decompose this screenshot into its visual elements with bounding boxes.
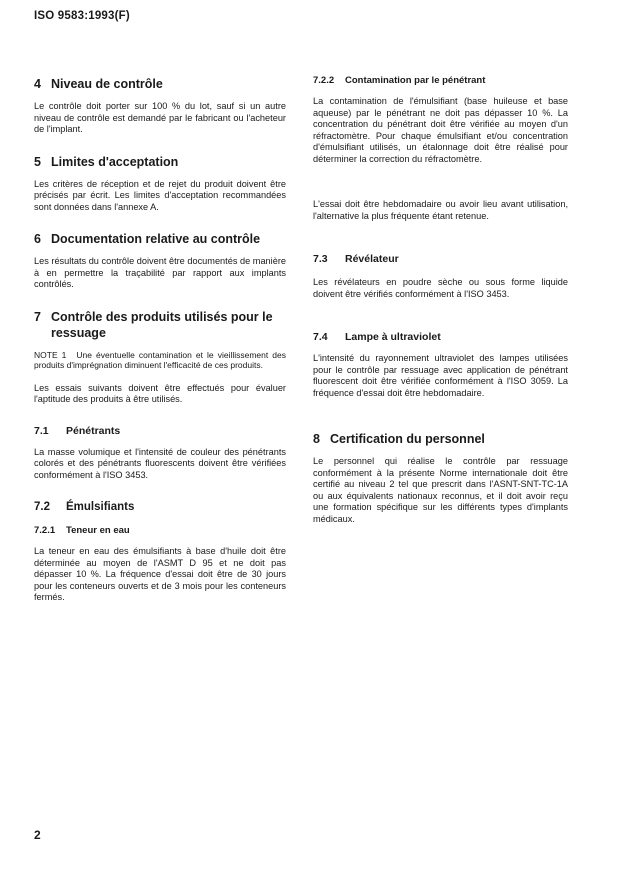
section-number: 7.2.2: [313, 75, 335, 86]
section-7-text: Les essais suivants doivent être effectués pour évaluer l'aptitude des produits à être utilisés.: [34, 382, 286, 405]
section-4-text: Le contrôle doit porter sur 100 % du lot, sauf si un autre niveau de contrôle est demandé par le fabricant ou l'acheteur de l'implant.: [34, 101, 286, 134]
section-title: Révélateur: [345, 253, 399, 265]
section-title: Pénétrants: [66, 424, 121, 437]
section-title: Émulsifiants: [66, 501, 135, 514]
section-number: 8: [313, 432, 320, 446]
section-number: 7.4: [313, 331, 328, 343]
section-7-2-1-heading: [34, 524, 286, 537]
section-number: 5: [34, 154, 41, 169]
section-title: Certification du personnel: [330, 432, 485, 446]
section-title: Lampe à ultraviolet: [345, 331, 441, 343]
section-6-text: Les résultats du contrôle doivent être documentés de manière à en permettre la traçabilité par rapport aux implants contrôlés.: [34, 256, 286, 289]
section-5-heading: [34, 154, 286, 170]
right-column: [313, 74, 568, 525]
note-label: NOTE 1: [34, 349, 67, 360]
section-7-1-heading: [34, 424, 286, 438]
section-5-text: Les critères de réception et de rejet du produit doivent être précisés par écrit. Les limites d'acceptation recommandées sont données dans l'annexe A.: [34, 178, 286, 212]
section-number: 7.1: [34, 424, 49, 437]
section-7-4-text: L'intensité du rayonnement ultraviolet des lampes utilisées pour le contrôle par ressuage avec application de pénétrant fluorescent doit être vérifiée conformément à l'ISO 3059. La fréquence d'essai doit être hebdomadaire.: [313, 353, 568, 398]
section-7-heading: [34, 309, 286, 341]
section-8-text: Le personnel qui réalise le contrôle par ressuage conformément à la présente Norme internationale doit être certifié au niveau 2 tel que prescrit dans l'ASNT-SNT-TC-1A ou aux équivalents nationaux reconnus, et il doit avoir reçu une formation spécifique sur les différents types d'implants médicaux.: [313, 456, 568, 524]
section-7-2-2-frequency-text: L'essai doit être hebdomadaire ou avoir lieu avant utilisation, l'alternative la plus fréquente étant retenue.: [313, 199, 568, 221]
note-1: [34, 350, 286, 371]
section-title: Teneur en eau: [66, 525, 130, 537]
section-6-heading: [34, 231, 286, 247]
section-number: 4: [34, 77, 41, 91]
section-7-3-heading: [313, 252, 568, 266]
section-title: Documentation relative au contrôle: [51, 232, 261, 246]
section-7-2-2-heading: [313, 74, 568, 87]
section-7-2-heading: [34, 499, 286, 515]
section-title: Limites d'acceptation: [51, 154, 179, 169]
section-number: 6: [34, 232, 41, 246]
section-number: 7: [34, 309, 41, 324]
section-title: Niveau de contrôle: [51, 77, 163, 91]
left-column: [34, 76, 286, 604]
section-7-1-text: La masse volumique et l'intensité de couleur des pénétrants colorés et des pénétrants fluorescents doivent être vérifiées conformément à l'ISO 3453.: [34, 446, 286, 480]
section-7-2-2-text: La contamination de l'émulsifiant (base huileuse et base aqueuse) par le pénétrant ne doit pas dépasser 10 %. La concentration du pénétrant doit être vérifiée au moyen d'un réfractomètre. Pour chaque émulsifiant et/ou concentration d'émulsifiant utilisés, un étalonnage doit être réalisé pour déterminer la correction du réfractomètre.: [313, 96, 568, 164]
section-4-heading: [34, 76, 286, 92]
section-number: 7.3: [313, 253, 328, 265]
section-7-4-heading: [313, 330, 568, 344]
section-7-2-1-text: La teneur en eau des émulsifiants à base d'huile doit être déterminée au moyen de l'ASMT D 95 et ne doit pas dépasser 10 %. La fréquence d'essai doit être de 30 jours pour les conteneurs ouverts et de 3 mois pour les conteneurs fermés.: [34, 546, 286, 603]
section-8-heading: [313, 431, 568, 447]
section-number: 7.2: [34, 501, 50, 514]
section-title: Contrôle des produits utilisés pour le ressuage: [51, 309, 273, 340]
section-number: 7.2.1: [34, 525, 56, 537]
section-7-3-text: Les révélateurs en poudre sèche ou sous forme liquide doivent être vérifiés conformément à l'ISO 3453.: [313, 277, 568, 299]
section-title: Contamination par le pénétrant: [345, 75, 486, 86]
page-number: 2: [34, 828, 41, 842]
note-text: Une éventuelle contamination et le vieillissement des produits d'imprégnation diminuent l'efficacité de ces produits.: [34, 349, 287, 371]
document-header: ISO 9583:1993(F): [34, 10, 130, 22]
